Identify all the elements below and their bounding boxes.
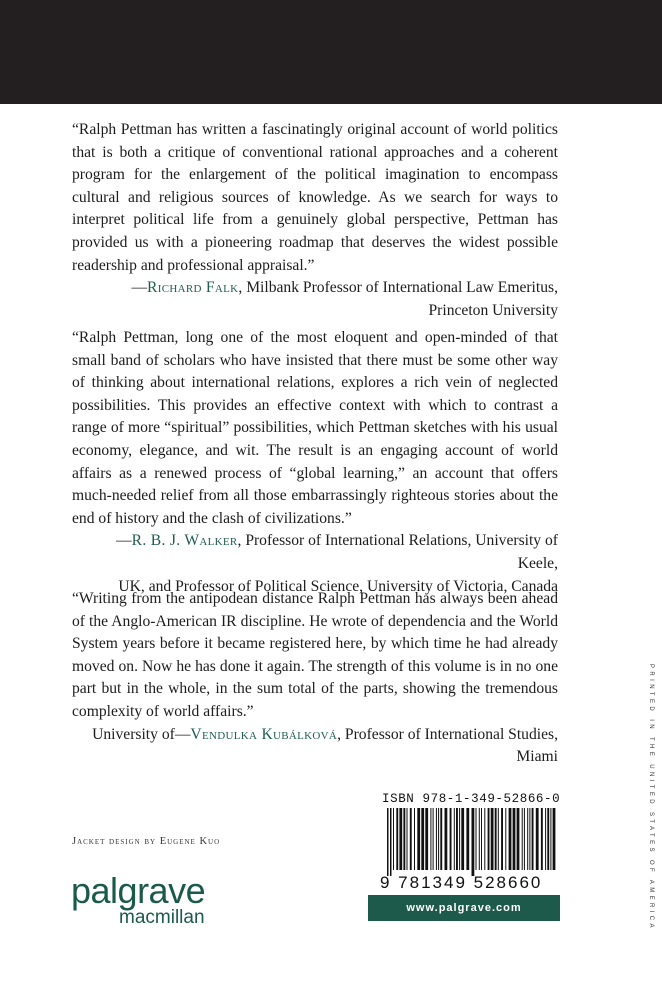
barcode-bar	[553, 808, 556, 870]
barcode	[383, 808, 563, 876]
barcode-bar	[501, 808, 503, 870]
barcode-bar	[396, 808, 398, 870]
top-color-band	[0, 0, 662, 104]
barcode-bar	[399, 808, 402, 870]
barcode-bar	[430, 808, 431, 870]
barcode-bar	[454, 808, 455, 870]
barcode-bar	[547, 808, 549, 870]
printed-in-usa: PRINTED IN THE UNITED STATES OF AMERICA	[648, 664, 654, 931]
barcode-bar	[517, 808, 520, 870]
barcode-bar	[393, 808, 394, 870]
barcode-bar	[541, 808, 543, 870]
barcode-bar	[438, 808, 439, 870]
endorser-name: R. B. J. Walker	[131, 532, 238, 550]
blurb-affiliation: UK, and Professor of Political Science, University of Victoria, Canada	[118, 577, 558, 595]
jacket-credit: Jacket design by Eugene Kuo	[72, 836, 221, 847]
barcode-bar	[481, 808, 482, 870]
barcode-bar	[491, 808, 494, 870]
blurb-walker	[72, 327, 558, 598]
barcode-bar	[524, 808, 525, 870]
barcode-bar	[522, 808, 523, 870]
barcode-bar	[425, 808, 428, 870]
barcode-bar	[505, 808, 506, 870]
barcode-bar	[436, 808, 437, 870]
barcode-bar	[410, 808, 412, 870]
barcode-bar	[450, 808, 452, 870]
logo-palgrave: palgrave	[71, 870, 206, 911]
logo-macmillan: macmillan	[119, 907, 205, 928]
endorser-name: Richard Falk	[147, 279, 239, 297]
barcode-bar	[529, 808, 530, 870]
barcode-bar	[498, 808, 499, 870]
barcode-bar	[433, 808, 434, 870]
barcode-bar	[484, 808, 485, 870]
endorser-name: Vendulka Kubálková	[190, 725, 338, 743]
blurb-quote: “Writing from the antipodean distance Ralph Pettman has always been ahead of the Anglo-American IR discipline. He wrote of dependencia and the World System years before it became registered here, by which time he had already moved on. Now he has done it again. The strength of this volume is in no one part but in the whole, in the sum total of the parts, showing the tremendous complexity of world affairs.” —Vendulka Kubálková, Professor of International Studies,	[72, 588, 558, 724]
barcode-bar	[495, 808, 497, 870]
barcode-bar	[509, 808, 512, 870]
barcode-digits: 9 781349 528660	[380, 873, 543, 892]
barcode-bar	[476, 808, 477, 870]
blurb-attribution: —R. B. J. Walker, Professor of International Relations, University of Keele,	[116, 532, 558, 572]
barcode-bar	[472, 808, 475, 876]
blurb-quote: “Ralph Pettman, long one of the most eloquent and open-minded of that small band of scholars who have insisted that there must be some other way of thinking about international relations, explores a rich vein of neglected possibilities. This provides an effective context with which to contrast a range of more “spiritual” possibilities, which Pettman sketches with his usual economy, elegance, and wit. The result is an engaging account of world affairs as a renewed process of “global learning,” an account that offers much-needed relief from all those embarrassingly righteous stories about the end of history and the clash of civilizations.”	[72, 329, 558, 527]
barcode-bar	[550, 808, 551, 870]
publisher-logo	[71, 872, 205, 928]
blurb-attribution: —Richard Falk, Milbank Professor of International Law Emeritus,	[131, 279, 558, 297]
barcode-bar	[532, 808, 534, 870]
blurb-affiliation: Princeton University	[428, 301, 558, 319]
barcode-bar	[407, 808, 408, 870]
blurb-quote: “Ralph Pettman has written a fascinatingly original account of world politics that is both a critique of conventional rational approaches and a coherent program for the enlargement of the political imagination to encompass cultural and religious sources of knowledge. As we search for ways to interpret political life from a genuinely global perspective, Pettman has provided us with a pioneering roadmap that deserves the widest possible readership and professional appraisal.”	[72, 121, 558, 274]
barcode-bar	[479, 808, 480, 870]
barcode-bar	[536, 808, 539, 870]
blurb-falk	[72, 119, 558, 322]
barcode-bar	[461, 808, 464, 870]
publisher-website[interactable]: www.palgrave.com	[368, 895, 560, 921]
barcode-bar	[414, 808, 415, 870]
barcode-bar	[488, 808, 490, 870]
designer-name: Eugene Kuo	[159, 836, 221, 847]
blurb-affiliation: University of Miami	[92, 725, 558, 766]
barcode-bar	[545, 808, 546, 870]
barcode-bar	[466, 808, 469, 870]
barcode-bar	[421, 808, 424, 870]
barcode-bar	[387, 808, 389, 876]
barcode-bar	[417, 808, 420, 870]
barcode-bar	[440, 808, 442, 870]
barcode-bar	[390, 808, 392, 876]
barcode-bar	[527, 808, 528, 870]
barcode-bar	[445, 808, 448, 870]
barcode-bar	[459, 808, 460, 870]
barcode-bar	[403, 808, 405, 870]
isbn-label: ISBN 978-1-349-52866-0	[382, 792, 561, 806]
blurb-kubalkova	[72, 588, 558, 769]
blurb-attribution: —Vendulka Kubálková, Professor of International Studies,	[174, 725, 558, 743]
barcode-bar	[513, 808, 516, 870]
barcode-bar	[456, 808, 458, 870]
